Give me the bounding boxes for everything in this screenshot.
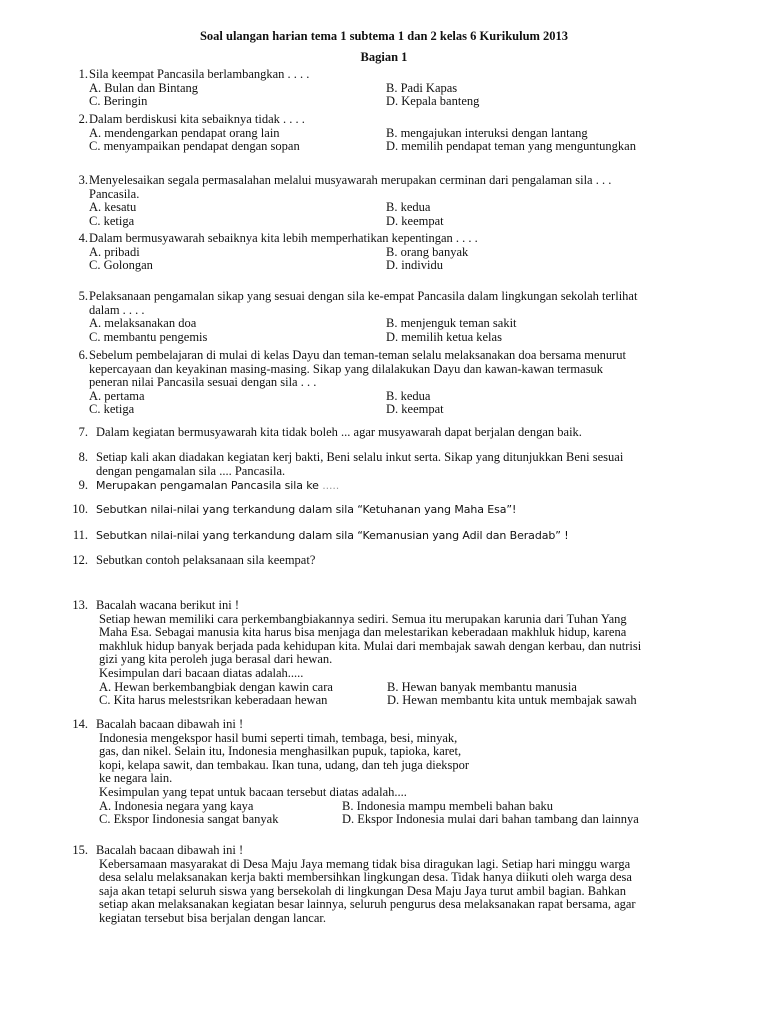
reading-passage [99, 613, 712, 681]
passage-line: setiap akan melaksanakan kegiatan besar lainnya, seluruh pengurus desa melaksanakan rapat bersama, agar [99, 897, 636, 912]
answer-options [89, 201, 712, 228]
question-stem: Sebutkan nilai-nilai yang terkandung dalam sila “Ketuhanan yang Maha Esa”! [96, 503, 517, 516]
passage-line: ke negara lain. [99, 771, 173, 786]
answer-options [89, 246, 712, 273]
passage-line: kegiatan tersebut bisa berjalan dengan lancar. [99, 910, 326, 925]
section-title: Bagian 1 [360, 50, 408, 64]
stem-line: Menyelesaikan segala permasalahan melalui musyawarah merupakan cerminan dari pengalaman sila . . . [89, 173, 612, 187]
stem-line: kepercayaan dan keyakinan masing-masing. Sikap yang dilalakukan Dayu dan kawan-kawan termasuk [89, 361, 604, 376]
answer-options [89, 317, 712, 344]
passage-line: gas, dan nikel. Selain itu, Indonesia menghasilkan pupuk, tapioka, karet, [99, 744, 462, 759]
stem-line: dengan pengamalan sila .... Pancasila. [96, 463, 286, 478]
question-4 [72, 232, 712, 273]
question-15 [72, 844, 712, 926]
question-stem [96, 451, 712, 478]
option-c: C. ketiga [89, 213, 135, 228]
passage-line: Indonesia mengekspor hasil bumi seperti timah, tembaga, besi, minyak, [99, 730, 458, 745]
answer-options [99, 800, 712, 827]
option-b: B. Hewan banyak membantu manusia [387, 679, 577, 694]
option-d: D. memilih ketua kelas [386, 329, 502, 344]
option-d: D. keempat [386, 213, 444, 228]
question-1 [72, 68, 712, 109]
option-c: C. ketiga [89, 402, 135, 417]
question-number: 8. [78, 450, 88, 464]
question-10 [72, 503, 712, 517]
option-a: A. Hewan berkembangbiak dengan kawin cara [99, 679, 333, 694]
option-a: A. kesatu [89, 200, 137, 215]
option-c: C. membantu pengemis [89, 329, 208, 344]
answer-options [89, 127, 712, 154]
question-stem: Sebutkan nilai-nilai yang terkandung dalam sila “Kemanusian yang Adil dan Beradab” ! [96, 529, 569, 542]
question-stem: Bacalah bacaan dibawah ini ! [96, 843, 244, 857]
question-number: 3. [78, 173, 88, 187]
question-number: 14. [72, 717, 88, 731]
option-d: D. keempat [386, 402, 444, 417]
question-stem [96, 479, 712, 493]
option-b: B. orang banyak [386, 244, 469, 259]
question-7 [72, 426, 712, 440]
option-d: D. Hewan membantu kita untuk membajak sawah [387, 693, 637, 708]
option-c: C. Kita harus melestsrikan keberadaan hewan [99, 693, 328, 708]
question-stem: Dalam kegiatan bermusyawarah kita tidak boleh ... agar musyawarah dapat berjalan dengan baik. [96, 425, 582, 439]
question-number: 12. [72, 553, 88, 567]
option-a: A. pertama [89, 388, 145, 403]
passage-line: Setiap hewan memiliki cara perkembangbiakannya sediri. Semua itu merupakan karunia dari Tuhan Yang [99, 611, 627, 626]
question-number: 15. [72, 843, 88, 857]
question-stem: Dalam berdiskusi kita sebaiknya tidak . . . . [89, 112, 305, 126]
question-2 [72, 113, 712, 154]
passage-line: kopi, kelapa sawit, dan tembakau. Ikan tuna, udang, dan teh juga diekspor [99, 757, 470, 772]
question-number: 9. [78, 478, 88, 492]
stem-line: Pelaksanaan pengamalan sikap yang sesuai dengan sila ke-empat Pancasila dalam lingkungan sekolah terlihat [89, 289, 638, 303]
stem-line: Pancasila. [89, 186, 140, 201]
answer-options [89, 390, 712, 417]
question-3 [72, 174, 712, 228]
option-b: B. mengajukan interuksi dengan lantang [386, 125, 588, 140]
passage-line: gizi yang kita peroleh juga berasal dari hewan. [99, 652, 333, 667]
option-b: B. kedua [386, 200, 431, 215]
option-b: B. menjenguk teman sakit [386, 316, 517, 331]
option-c: C. Beringin [89, 94, 148, 109]
passage-line: Maha Esa. Sebagai manusia kita harus bisa menjaga dan melestarikan keberadaan makhluk hidup, karena [99, 625, 627, 640]
question-12 [72, 554, 712, 568]
option-c: C. Ekspor Iindonesia sangat banyak [99, 812, 279, 827]
option-d: D. Kepala banteng [386, 94, 480, 109]
question-8 [72, 451, 712, 478]
answer-options [89, 82, 712, 109]
option-a: A. Indonesia negara yang kaya [99, 798, 254, 813]
question-stem: Sila keempat Pancasila berlambangkan . . . . [89, 67, 310, 81]
stem-line: peneran nilai Pancasila sesuai dengan sila . . . [89, 375, 317, 390]
answer-options [99, 681, 712, 708]
question-stem: Dalam bermusyawarah sebaiknya kita lebih memperhatikan kepentingan . . . . [89, 231, 478, 245]
question-number: 4. [78, 231, 88, 245]
passage-line: Kesimpulan dari bacaan diatas adalah..... [99, 665, 304, 680]
passage-line: desa selalu melaksanakan kerja bakti membersihkan lingkungan desa. Tidak hanya diikuti oleh warga desa [99, 870, 632, 885]
stem-line: Sebelum pembelajaran di mulai di kelas Dayu dan teman-teman selalu melaksanakan doa bersama menurut [89, 348, 626, 362]
question-5 [72, 290, 712, 344]
option-a: A. mendengarkan pendapat orang lain [89, 125, 280, 140]
passage-line: Kebersamaan masyarakat di Desa Maju Jaya memang tidak bisa diragukan lagi. Setiap hari minggu warga [99, 856, 631, 871]
question-stem [89, 349, 712, 390]
option-d: D. Ekspor Indonesia mulai dari bahan tambang dan lainnya [342, 812, 639, 827]
question-14 [72, 718, 712, 827]
passage-line: saja akan tetapi seluruh siswa yang bersekolah di lingkungan Desa Maju Jaya turut ambil bagian. Bahkan [99, 883, 626, 898]
option-c: C. menyampaikan pendapat dengan sopan [89, 139, 300, 154]
question-number: 1. [78, 67, 88, 81]
option-d: D. individu [386, 258, 443, 273]
passage-line: makhluk hidup banyak berjada pada kehidupan kita. Mulai dari membajak sawah dengan kerbau, dan nutrisi [99, 638, 642, 653]
question-11 [72, 529, 712, 543]
passage-line: Kesimpulan yang tepat untuk bacaan tersebut diatas adalah.... [99, 784, 407, 799]
option-a: A. melaksanakan doa [89, 316, 197, 331]
stem-line: Merupakan pengamalan Pancasila sila ke [96, 479, 319, 492]
stem-line: Setiap kali akan diadakan kegiatan kerj bakti, Beni selalu inkut serta. Sikap yang ditunjukkan Beni sesuai [96, 450, 624, 464]
question-number: 10. [72, 502, 88, 516]
question-6 [72, 349, 712, 417]
question-stem [89, 290, 712, 317]
question-stem: Bacalah bacaan dibawah ini ! [96, 717, 244, 731]
answer-blank: ..... [322, 479, 340, 492]
reading-passage [99, 732, 712, 800]
question-number: 2. [78, 112, 88, 126]
question-number: 5. [78, 289, 88, 303]
option-d: D. memilih pendapat teman yang menguntungkan [386, 139, 636, 154]
question-stem [89, 174, 712, 201]
question-13 [72, 599, 712, 708]
option-b: B. kedua [386, 388, 431, 403]
question-9 [72, 479, 712, 493]
option-c: C. Golongan [89, 258, 153, 273]
option-a: A. Bulan dan Bintang [89, 80, 199, 95]
option-a: A. pribadi [89, 244, 140, 259]
option-b: B. Indonesia mampu membeli bahan baku [342, 798, 554, 813]
question-stem: Sebutkan contoh pelaksanaan sila keempat? [96, 553, 316, 567]
option-b: B. Padi Kapas [386, 80, 458, 95]
question-number: 13. [72, 598, 88, 612]
question-number: 6. [78, 348, 88, 362]
question-stem: Bacalah wacana berikut ini ! [96, 598, 239, 612]
question-number: 7. [78, 425, 88, 439]
stem-line: dalam . . . . [89, 302, 145, 317]
question-number: 11. [72, 528, 88, 542]
page-title: Soal ulangan harian tema 1 subtema 1 dan 2 kelas 6 Kurikulum 2013 [199, 29, 569, 43]
reading-passage [99, 858, 712, 926]
